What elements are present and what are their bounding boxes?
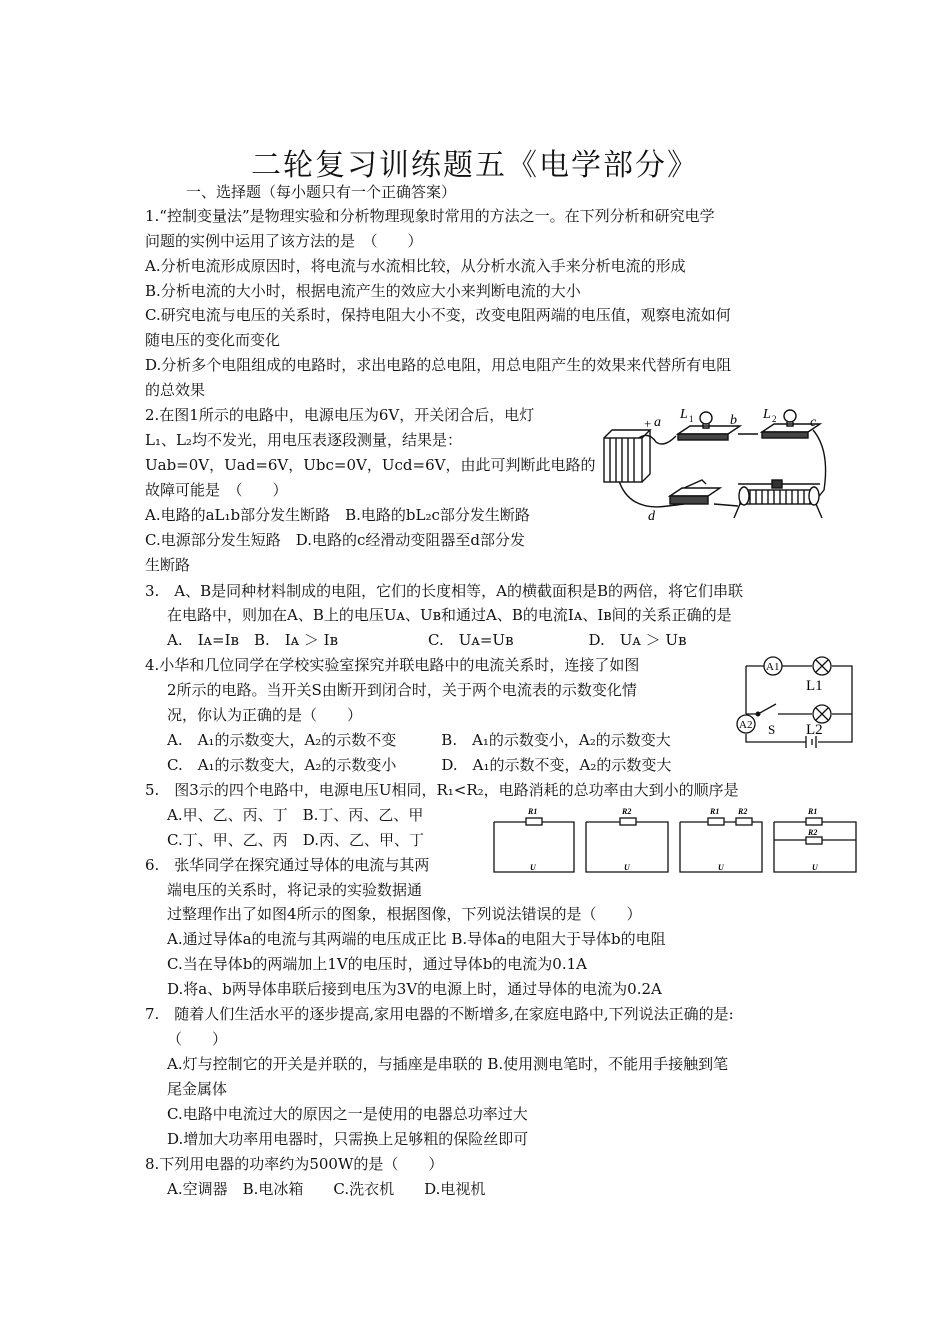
q7-stem-line1: 7. 随着人们生活水平的逐步提高,家用电器的不断增多,在家庭电路中,下列说法正确的是: [145, 1005, 734, 1023]
fig2-ammeter-a1: A1 [766, 661, 780, 673]
q1-option-d-line2: 的总效果 [145, 381, 206, 399]
q3-stem-line1: 3. A、B是同种材料制成的电阻，它们的长度相等，A的横截面积是B的两倍，将它们串联 [145, 582, 744, 600]
q2-options-ab: A.电路的aL₁b部分发生断路 B.电路的bL₂c部分发生断路 [145, 506, 530, 524]
q5-stem-line1: 5. 图3示的四个电路中，电源电压U相同，R₁<R₂，电路消耗的总功率由大到小的顺序是 [145, 781, 739, 799]
fig2-lamp-l1: L1 [806, 678, 823, 694]
q3-stem-line2: 在电路中，则加在A、B上的电压Uᴀ、Uʙ和通过A、B的电流Iᴀ、Iʙ间的关系正确的是 [167, 606, 732, 624]
q7-options-ab-line1: A.灯与控制它的开关是并联的，与插座是串联的 B.使用测电笔时，不能用手接触到笔 [167, 1055, 729, 1073]
q2-stem-line1: 2.在图1所示的电路中，电源电压为6V，开关闭合后，电灯 [145, 406, 535, 424]
q1-stem-line2: 问题的实例中运用了该方法的是 （ ） [145, 232, 423, 250]
q6-options-ab: A.通过导体a的电流与其两端的电压成正比 B.导体a的电阻大于导体b的电阻 [167, 930, 666, 948]
q2-stem-line3: Uab=0V，Uad=6V，Ubc=0V，Ucd=6V，由此可判断此电路的 [145, 456, 596, 474]
fig2-lamp-l2: L2 [806, 722, 823, 738]
q7-stem-line2: （ ） [167, 1030, 228, 1048]
q1-option-c-line2: 随电压的变化而变化 [145, 331, 281, 349]
fig1-label-l1: L [680, 407, 688, 422]
fig3-c4-r1: R1 [808, 807, 818, 816]
section-heading: 一、选择题（每小题只有一个正确答案） [186, 183, 457, 201]
fig3-c2-u: U [624, 863, 630, 872]
q4-options-cd: C. A₁的示数变大，A₂的示数变小 D. A₁的示数不变，A₂的示数变大 [167, 756, 672, 774]
fig1-label-b: b [730, 413, 737, 428]
q6-stem-line3: 过整理作出了如图4所示的图象，根据图像，下列说法错误的是（ ） [167, 905, 642, 923]
q2-option-d-end: 生断路 [145, 556, 191, 574]
fig3-c3-u: U [718, 863, 724, 872]
fig1-label-l1-sub: 1 [689, 414, 694, 424]
fig1-terminal-plus: + [644, 416, 652, 431]
fig2-ammeter-a2: A2 [739, 719, 753, 731]
fig3-c2-r2: R2 [622, 807, 632, 816]
q6-option-d: D.将a、b两导体串联后接到电压为3V的电源上时，通过导体的电流为0.2A [167, 980, 662, 998]
q2-stem-line2: L₁、L₂均不发光，用电压表逐段测量，结果是： [145, 431, 462, 449]
q1-option-c-line1: C.研究电流与电压的关系时，保持电阻大小不变，改变电阻两端的电压值，观察电流如何 [145, 306, 731, 324]
fig3-c3-r1: R1 [710, 807, 720, 816]
q7-options-ab-line2: 尾金属体 [167, 1080, 228, 1098]
q2-stem-line4: 故障可能是 （ ） [145, 481, 288, 499]
q4-options-ab: A. A₁的示数变大，A₂的示数不变 B. A₁的示数变小，A₂的示数变大 [167, 731, 671, 749]
q2-options-cd: C.电源部分发生短路 D.电路的c经滑动变阻器至d部分发 [145, 531, 525, 549]
q6-stem-line2: 端电压的关系时，将记录的实验数据通 [167, 881, 423, 899]
fig1-label-a: a [654, 415, 661, 430]
q1-option-b: B.分析电流的大小时，根据电流产生的效应大小来判断电流的大小 [145, 282, 581, 300]
figure-2-circuit [728, 654, 858, 752]
fig3-c4-r2: R2 [808, 828, 818, 837]
q5-options-ab: A.甲、乙、丙、丁 B.丁、丙、乙、甲 [167, 806, 424, 824]
q4-stem-line1: 4.小华和几位同学在学校实验室探究并联电路中的电流关系时，连接了如图 [145, 656, 640, 674]
q7-option-c: C.电路中电流过大的原因之一是使用的电器总功率过大 [167, 1105, 528, 1123]
q5-options-cd: C.丁、甲、乙、丙 D.丙、乙、甲、丁 [167, 831, 424, 849]
q4-stem-line3: 况，你认为正确的是（ ） [167, 706, 363, 724]
fig1-label-l2: L [763, 407, 771, 422]
fig3-c3-r2: R2 [738, 807, 748, 816]
q8-stem: 8.下列用电器的功率约为500W的是（ ） [145, 1155, 444, 1173]
fig1-label-c: c [810, 415, 817, 430]
q7-option-d: D.增加大功率用电器时，只需换上足够粗的保险丝即可 [167, 1130, 529, 1148]
figure-1-circuit [598, 400, 834, 526]
q4-stem-line2: 2所示的电路。当开关S由断开到闭合时，关于两个电流表的示数变化情 [167, 681, 637, 699]
fig3-c1-r1: R1 [528, 807, 538, 816]
fig1-label-d: d [648, 509, 655, 524]
figure-3-circuits [490, 802, 860, 880]
fig1-label-l2-sub: 2 [772, 414, 777, 424]
q1-stem-line1: 1.“控制变量法”是物理实验和分析物理现象时常用的方法之一。在下列分析和研究电学 [145, 207, 715, 225]
fig3-c4-u: U [812, 863, 818, 872]
q1-option-a: A.分析电流形成原因时，将电流与水流相比较，从分析水流入手来分析电流的形成 [145, 257, 686, 275]
q8-options: A.空调器 B.电冰箱 C.洗衣机 D.电视机 [167, 1180, 486, 1198]
fig2-switch-s: S [768, 722, 776, 737]
document-title: 二轮复习训练题五《电学部分》 [251, 148, 699, 183]
fig3-c1-u: U [530, 863, 536, 872]
q6-stem-line1: 6. 张华同学在探究通过导体的电流与其两 [145, 856, 430, 874]
q3-options: A. Iᴀ=Iʙ B. Iᴀ ＞ Iʙ C. Uᴀ=Uʙ D. Uᴀ ＞ Uʙ [167, 631, 687, 649]
q1-option-d-line1: D.分析多个电阻组成的电路时，求出电路的总电阻，用总电阻产生的效果来代替所有电阻 [145, 356, 732, 374]
q6-option-c: C.当在导体b的两端加上1V的电压时，通过导体b的电流为0.1A [167, 955, 587, 973]
